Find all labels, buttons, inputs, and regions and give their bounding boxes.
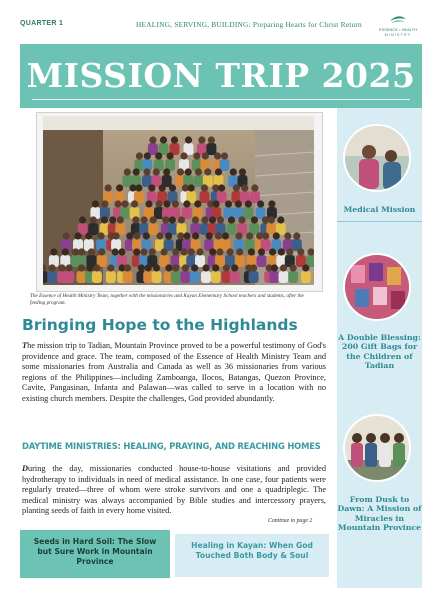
- quarter-label: QUARTER 1: [20, 20, 64, 27]
- group-photo: [43, 116, 314, 285]
- teaser-box-seeds[interactable]: [20, 530, 170, 578]
- group-photo-image: [43, 116, 314, 285]
- ministry-logo: [375, 14, 421, 42]
- article-paragraph-2: [22, 464, 326, 517]
- sidebar-photo-gift-bags[interactable]: [343, 253, 411, 321]
- top-bar: [0, 0, 440, 44]
- title-banner: [20, 44, 422, 108]
- sidebar-photo-dusk-to-dawn[interactable]: [343, 414, 411, 482]
- logo-text-line1: ESSENCE • HEALTH: [378, 27, 418, 32]
- newsletter-title: MISSION TRIP 2025: [26, 56, 416, 95]
- sidebar-item-medical-mission[interactable]: Medical Mission: [343, 205, 416, 214]
- teaser-box-healing-text: Healing in Kayan: When God Touched Both Body & Soul: [191, 541, 313, 560]
- sidebar-item-dusk-to-dawn[interactable]: From Dusk to Dawn: A Mission of Miracles in Mountain Province: [337, 495, 422, 533]
- continue-link[interactable]: Continue to page 2: [268, 518, 313, 524]
- photo-caption: The Essence of Health Ministry Team, together with the missionaries and Kayan Elementary School teachers and students, after the feeding program.: [30, 293, 304, 306]
- sidebar-photo-medical-mission[interactable]: [343, 124, 411, 192]
- article-title: Bringing Hope to the Highlands: [22, 316, 298, 334]
- banner-divider: [32, 99, 410, 100]
- paragraph-2-text: uring the day, missionaries conducted house-to-house visitations and provided hydrotherapy to individuals in need of medical assistance. In one case, four patients were regularly treated—three of whom were stroke survivors and one a quadriplegic. The medical ministry was always accompanied by Bible studies and intercessory prayers, planting seeds of faith in every home visited.: [22, 464, 326, 516]
- drop-cap-1: T: [22, 341, 28, 350]
- newsletter-tagline: HEALING, SERVING, BUILDING: Preparing Hearts for Christ Return: [136, 20, 362, 29]
- teaser-box-healing[interactable]: [175, 534, 329, 577]
- drop-cap-2: D: [22, 464, 28, 473]
- teaser-box-seeds-text: Seeds in Hard Soil: The Slow but Sure Work in Mountain Province: [33, 537, 157, 566]
- sidebar-divider: [337, 221, 422, 222]
- logo-text-line2: MINISTRY: [384, 33, 412, 37]
- article-subheading: DAYTIME MINISTRIES: HEALING, PRAYING, AND REACHING HOMES: [22, 441, 321, 451]
- paragraph-1-text: he mission trip to Tadian, Mountain Province proved to be a powerful testimony of God's providence and grace. The team, composed of the Essence of Health Ministry Team and some missionaries from Australia and Canada as well as 36 missionaries from various regions of the Philippines—including Zamboanga, Ilocos, Batangas, Quezon Province, Cavite, Pangasinan, Infanta and Palawan—was called to serve in a location with no existing church members. Despite the challenges, God provided abundantly.: [22, 341, 326, 403]
- article-paragraph-1: [22, 341, 326, 405]
- leaf-logo-icon: [389, 14, 407, 26]
- sidebar-item-gift-bags[interactable]: A Double Blessing: 200 Gift Bags for the Children of Tadian: [338, 333, 421, 371]
